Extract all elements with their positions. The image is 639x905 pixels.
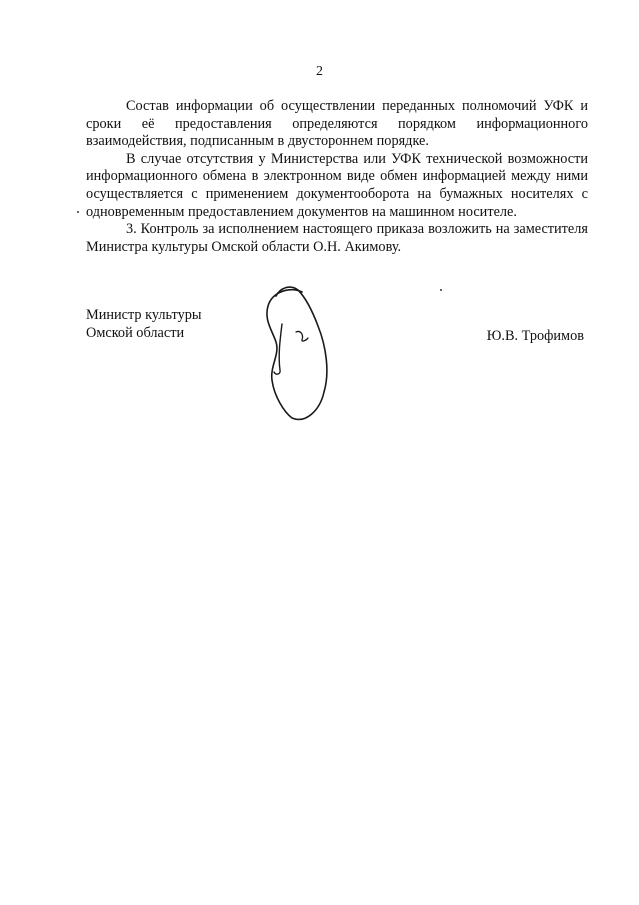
paragraph-paper-exchange: В случае отсутствия у Министерства или УФК технической возможности информационного обмена в электронном виде обмен информацией между ними осуществляется с применением документооборота на бумажных носителях с одновременным предоставлением документов на машинном носителе.: [86, 150, 588, 220]
document-body: [86, 98, 588, 256]
page-number: 2: [316, 64, 323, 79]
signatory-title-line1: Министр культуры: [86, 307, 202, 323]
paragraph-info-composition: Состав информации об осуществлении переданных полномочий УФК и сроки её предоставления определяются порядком информационного взаимодействия, подписанным в двустороннем порядке.: [86, 98, 588, 150]
signatory-name: Ю.В. Трофимов: [486, 328, 584, 344]
paragraph-control: 3. Контроль за исполнением настоящего приказа возложить на заместителя Министра культуры Омской области О.Н. Акимову.: [86, 221, 588, 255]
signatory-title-line2: Омской области: [86, 325, 185, 341]
scan-speck: [440, 289, 442, 291]
signatory-title: [86, 306, 202, 342]
scan-speck: [77, 211, 79, 213]
handwritten-signature: [250, 284, 340, 424]
